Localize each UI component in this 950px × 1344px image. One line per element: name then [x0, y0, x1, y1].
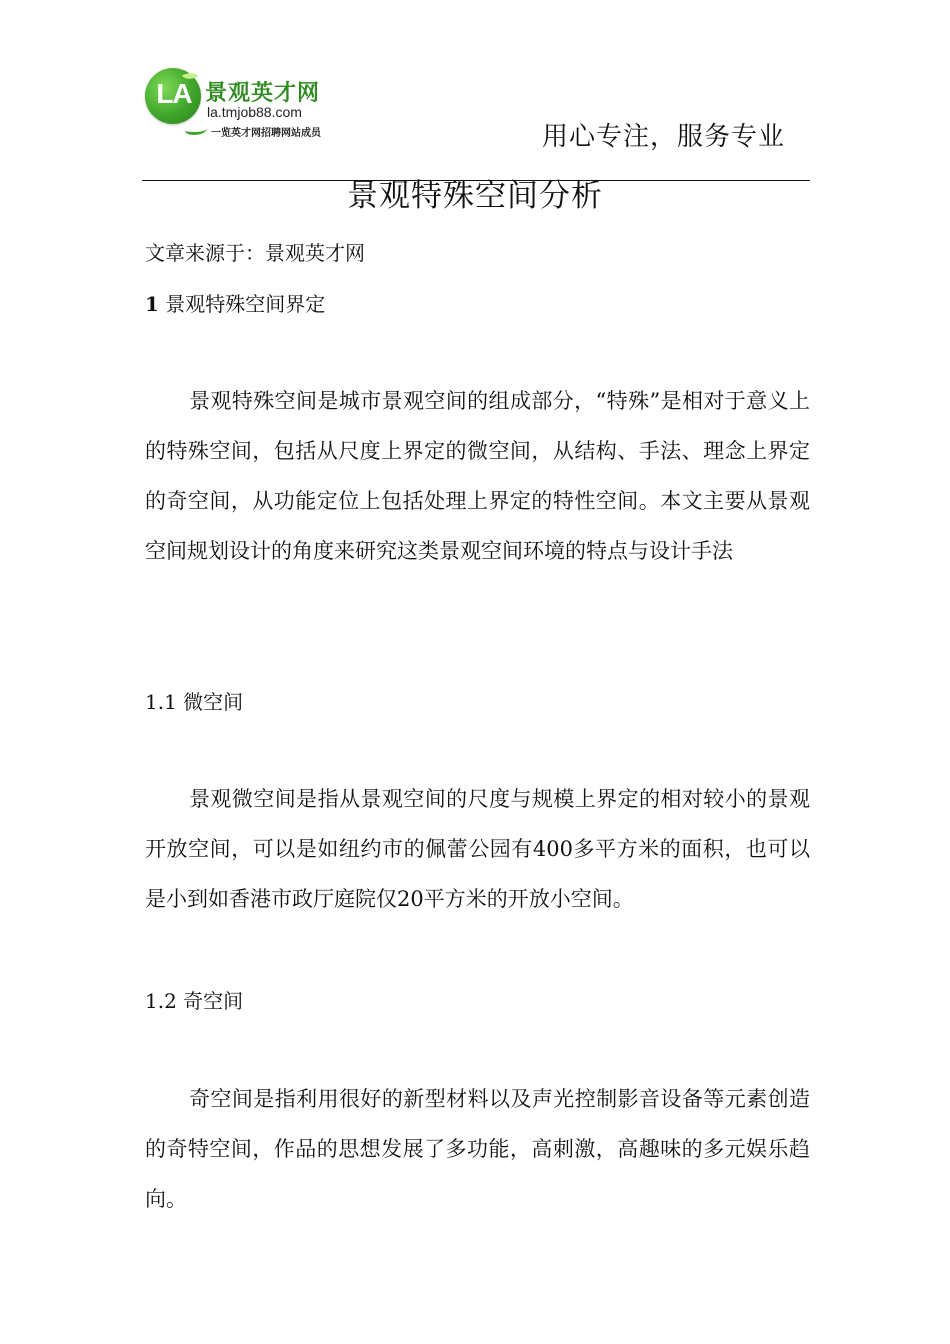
logo-name: 景观英才网	[205, 81, 321, 106]
section-1-1-paragraph: 景观微空间是指从景观空间的尺度与规模上界定的相对较小的景观开放空间，可以是如纽约市的佩蕾公园有400多平方米的面积，也可以是小到如香港市政厅庭院仅20平方米的开放小空间。	[145, 787, 810, 911]
logo-domain: la.tmjob88.com	[207, 104, 302, 120]
section-1-1-heading: 1.1 微空间	[145, 690, 244, 714]
section-1-paragraph: 景观特殊空间是城市景观空间的组成部分，“特殊”是相对于意义上的特殊空间，包括从尺度上界定的微空间，从结构、手法、理念上界定的奇空间，从功能定位上包括处理上界定的特性空间。本文主要从景观空间规划设计的角度来研究这类景观空间环境的特点与设计手法	[145, 389, 810, 563]
section-1-heading	[145, 288, 325, 317]
header-slogan: 用心专注，服务专业	[542, 122, 786, 152]
swoosh-icon	[185, 124, 207, 135]
section-1-2-paragraph: 奇空间是指利用很好的新型材料以及声光控制影音设备等元素创造的奇特空间，作品的思想发展了多功能，高刺激，高趣味的多元娱乐趋向。	[145, 1087, 810, 1211]
section-title: 景观特殊空间界定	[165, 292, 326, 316]
section-number: 1	[145, 292, 159, 316]
article-source: 文章来源于：景观英才网	[145, 241, 365, 265]
document-title: 景观特殊空间分析	[347, 178, 603, 214]
logo-tagline: 一览英才网招聘网站成员	[211, 128, 321, 139]
section-1-2-heading: 1.2 奇空间	[145, 989, 244, 1013]
logo-letters: LA	[156, 78, 192, 109]
site-logo[interactable]	[145, 68, 375, 138]
